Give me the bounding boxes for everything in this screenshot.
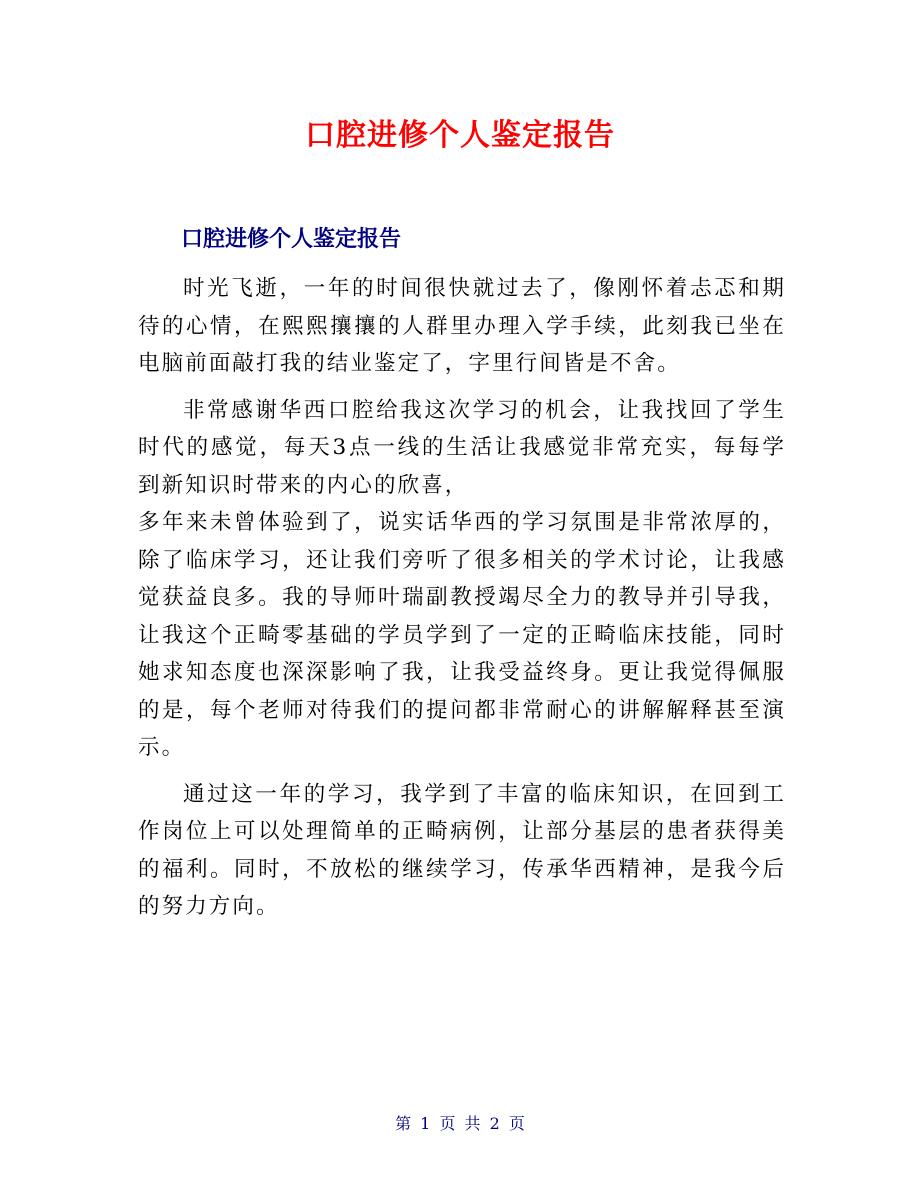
document-body [138,270,786,926]
paragraph-4: 通过这一年的学习，我学到了丰富的临床知识，在回到工作岗位上可以处理简单的正畸病例，让部分基层的患者获得美的福利。同时，不放松的继续学习，传承华西精神，是我今后的努力方向。 [138,781,786,919]
paragraph-2: 非常感谢华西口腔给我这次学习的机会，让我找回了学生时代的感觉，每天3点一线的生活让我感觉非常充实，每每学到新知识时带来的内心的欣喜， [138,397,786,498]
document-title: 口腔进修个人鉴定报告 [305,118,615,153]
page-number-footer: 第 1 页 共 2 页 [395,1114,525,1133]
paragraph-3: 多年来未曾体验到了，说实话华西的学习氛围是非常浓厚的，除了临床学习，还让我们旁听了很多相关的学术讨论，让我感觉获益良多。我的导师叶瑞副教授竭尽全力的教导并引导我，让我这个正畸零基础的学员学到了一定的正畸临床技能，同时她求知态度也深深影响了我，让我受益终身。更让我觉得佩服的是，每个老师对待我们的提问都非常耐心的讲解解释甚至演示。 [138,510,786,760]
section-heading: 口腔进修个人鉴定报告 [181,227,402,252]
paragraph-1: 时光飞逝，一年的时间很快就过去了，像刚怀着忐忑和期待的心情，在熙熙攘攘的人群里办理入学手续，此刻我已坐在电脑前面敲打我的结业鉴定了，字里行间皆是不舍。 [138,276,786,376]
